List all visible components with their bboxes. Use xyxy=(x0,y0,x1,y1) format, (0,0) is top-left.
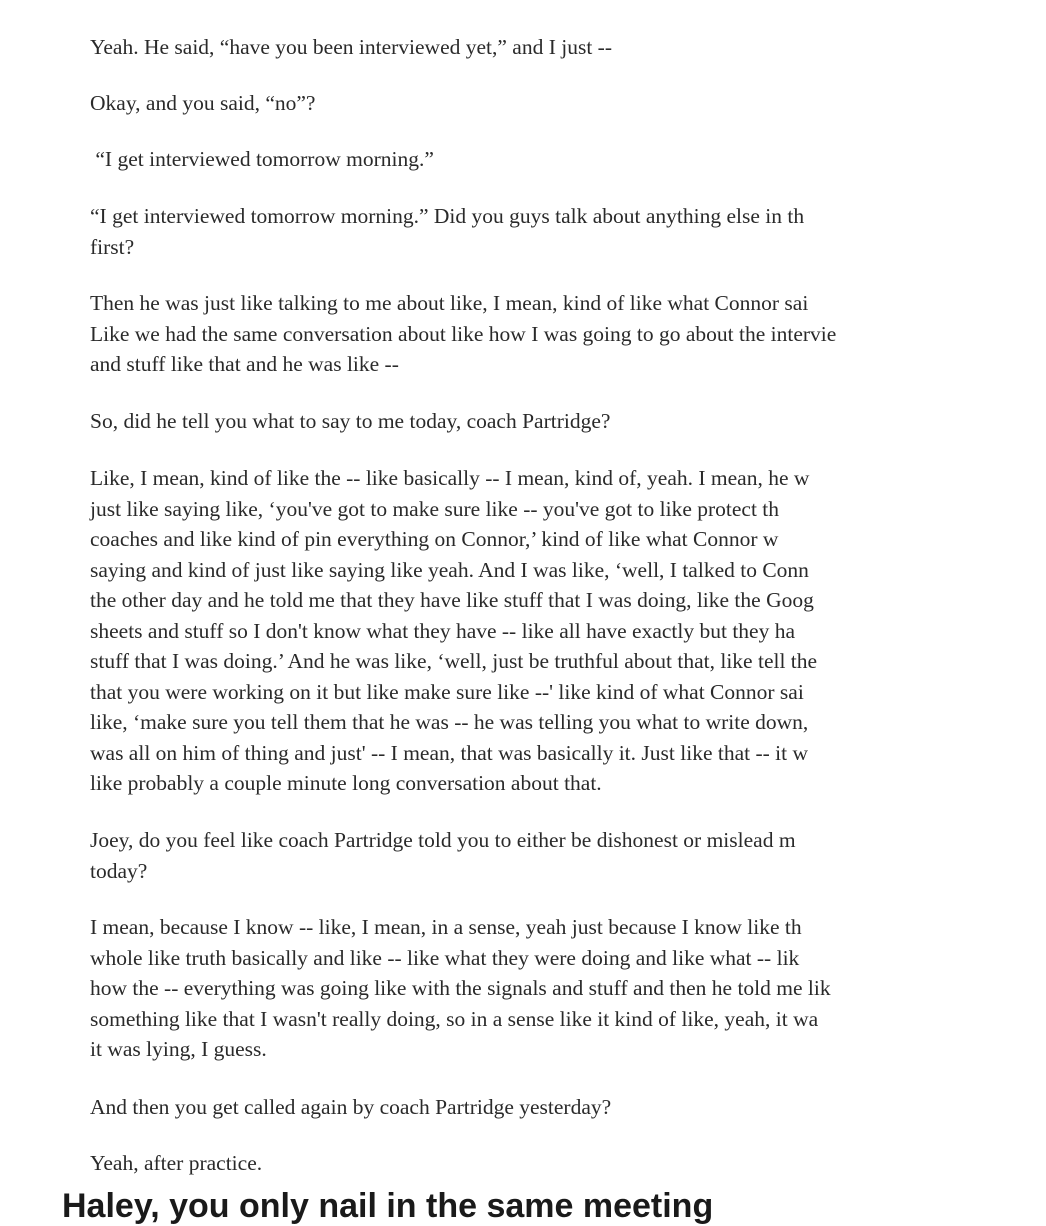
transcript-line: something like that I wasn't really doing, so in a sense like it kind of like, yeah, it wa xyxy=(90,1006,819,1031)
transcript-paragraph xyxy=(90,825,796,886)
transcript-line: just like saying like, ‘you've got to make sure like -- you've got to like protect th xyxy=(90,496,780,521)
transcript-line: stuff that I was doing.’ And he was like, ‘well, just be truthful about that, like tell the xyxy=(90,649,818,673)
transcript-paragraph xyxy=(90,201,804,262)
transcript-line: first? xyxy=(90,234,135,259)
transcript-paragraph xyxy=(90,288,836,380)
transcript-line: “I get interviewed tomorrow morning.” xyxy=(90,147,434,171)
transcript-line: Then he was just like talking to me about like, I mean, kind of like what Connor sai xyxy=(90,291,809,315)
transcript-paragraph xyxy=(90,1092,611,1123)
transcript-line: how the -- everything was going like with the signals and stuff and then he told me lik xyxy=(90,976,831,1000)
transcript-line: Like we had the same conversation about like how I was going to go about the intervie xyxy=(90,321,837,346)
transcript-line: coaches and like kind of pin everything on Connor,’ kind of like what Connor w xyxy=(90,527,779,551)
transcript-paragraph xyxy=(90,912,831,1065)
transcript-paragraph xyxy=(90,406,610,437)
transcript-line: And then you get called again by coach Partridge yesterday? xyxy=(90,1095,612,1119)
transcript-line: like probably a couple minute long conversation about that. xyxy=(90,771,602,795)
transcript-line: and stuff like that and he was like -- xyxy=(90,352,399,376)
transcript-line: Like, I mean, kind of like the -- like basically -- I mean, kind of, yeah. I mean, he w xyxy=(90,466,810,490)
transcript-paragraph xyxy=(90,32,612,63)
transcript-page xyxy=(62,18,984,1200)
transcript-line: it was lying, I guess. xyxy=(90,1037,267,1061)
transcript-line: whole like truth basically and like -- like what they were doing and like what -- lik xyxy=(90,945,800,970)
transcript-line: “I get interviewed tomorrow morning.” Did you guys talk about anything else in th xyxy=(90,204,805,228)
transcript-line: that you were working on it but like make sure like --' like kind of what Connor sai xyxy=(90,679,804,704)
overlay-caption: Haley, you only nail in the same meeting xyxy=(62,1187,714,1225)
transcript-line: like, ‘make sure you tell them that he was -- he was telling you what to write down, xyxy=(90,710,809,734)
transcript-line: was all on him of thing and just' -- I mean, that was basically it. Just like that -- it w xyxy=(90,740,809,765)
transcript-line: Yeah. He said, “have you been interviewed yet,” and I just -- xyxy=(90,35,613,59)
transcript-paragraph xyxy=(90,144,434,175)
transcript-line: sheets and stuff so I don't know what they have -- like all have exactly but they ha xyxy=(90,618,796,643)
transcript-line: Yeah, after practice. xyxy=(90,1151,263,1175)
transcript-line: the other day and he told me that they have like stuff that I was doing, like the Goog xyxy=(90,588,814,612)
transcript-line: Okay, and you said, “no”? xyxy=(90,91,316,115)
transcript-line: I mean, because I know -- like, I mean, in a sense, yeah just because I know like th xyxy=(90,915,802,939)
transcript-paragraph xyxy=(90,1148,262,1179)
transcript-line: saying and kind of just like saying like yeah. And I was like, ‘well, I talked to Conn xyxy=(90,557,809,582)
transcript-line: Joey, do you feel like coach Partridge told you to either be dishonest or mislead m xyxy=(90,828,796,852)
transcript-paragraph xyxy=(90,463,817,799)
transcript-line: today? xyxy=(90,858,148,883)
transcript-paragraph xyxy=(90,88,315,119)
transcript-line: So, did he tell you what to say to me today, coach Partridge? xyxy=(90,409,611,433)
